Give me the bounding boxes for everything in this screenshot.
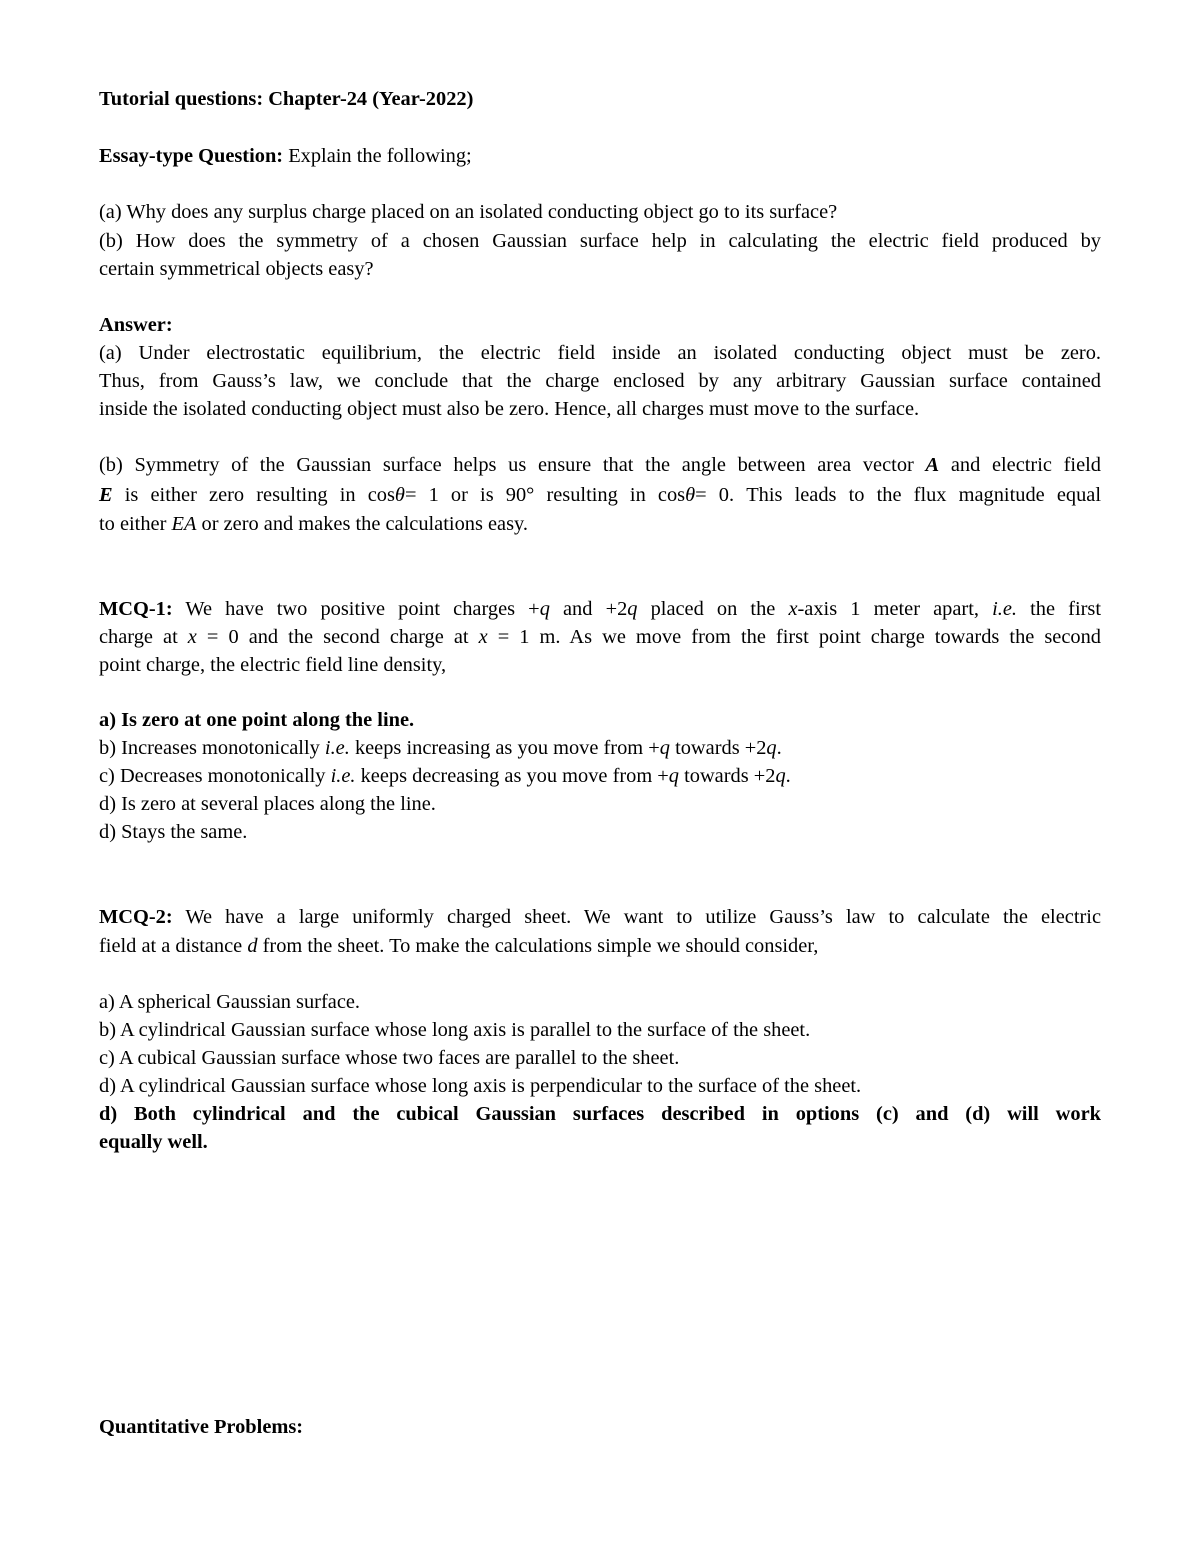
mcq1-label: MCQ-1: xyxy=(99,598,173,620)
mcq2-option-c: c) A cubical Gaussian surface whose two faces are parallel to the sheet. xyxy=(99,1047,680,1069)
mcq1-option-d: d) Is zero at several places along the line. xyxy=(99,793,436,815)
mcq1-option-c: c) Decreases monotonically i.e. keeps decreasing as you move from +q towards +2q. xyxy=(99,765,791,787)
mcq2-label: MCQ-2: xyxy=(99,906,173,928)
essay-question-b-line2: certain symmetrical objects easy? xyxy=(99,258,374,280)
mcq2-question-line1: MCQ-2: We have a large uniformly charged sheet. We want to utilize Gauss’s law to calculate the electric xyxy=(99,906,1101,928)
essay-question-b-line1: (b) How does the symmetry of a chosen Gaussian surface help in calculating the electric field produced by xyxy=(99,230,1101,252)
mcq1-option-b: b) Increases monotonically i.e. keeps increasing as you move from +q towards +2q. xyxy=(99,737,782,759)
mcq1-question-line2: charge at x = 0 and the second charge at x = 1 m. As we move from the first point charge towards the second xyxy=(99,626,1101,648)
answer-b-line3: to either EA or zero and makes the calculations easy. xyxy=(99,513,528,535)
document-title: Tutorial questions: Chapter-24 (Year-2022) xyxy=(99,88,474,110)
essay-label: Essay-type Question: xyxy=(99,145,284,167)
answer-b-line2: E is either zero resulting in cosθ= 1 or is 90° resulting in cosθ= 0. This leads to the flux magnitude equal xyxy=(99,484,1101,506)
mcq1-question-line1: MCQ-1: We have two positive point charges +q and +2q placed on the x-axis 1 meter apart, i.e. the first xyxy=(99,598,1102,620)
quantitative-problems-heading: Quantitative Problems: xyxy=(99,1416,304,1438)
answer-a-line2: Thus, from Gauss’s law, we conclude that the charge enclosed by any arbitrary Gaussian surface contained xyxy=(99,370,1101,392)
mcq2-option-e-answer-line1: d) Both cylindrical and the cubical Gaussian surfaces described in options (c) and (d) will work xyxy=(99,1103,1101,1125)
mcq2-option-a: a) A spherical Gaussian surface. xyxy=(99,991,361,1013)
mcq2-option-d: d) A cylindrical Gaussian surface whose long axis is perpendicular to the surface of the sheet. xyxy=(99,1075,862,1097)
answer-label: Answer: xyxy=(99,314,173,336)
essay-prompt: Explain the following; xyxy=(288,145,472,167)
essay-question-a: (a) Why does any surplus charge placed on an isolated conducting object go to its surface? xyxy=(99,201,838,223)
answer-b-line1: (b) Symmetry of the Gaussian surface helps us ensure that the angle between area vector A and electric field xyxy=(99,454,1102,476)
essay-heading xyxy=(99,142,472,170)
mcq1-question-line3: point charge, the electric field line density, xyxy=(99,654,447,676)
answer-a-line1: (a) Under electrostatic equilibrium, the electric field inside an isolated conducting object must be zero. xyxy=(99,342,1101,364)
mcq2-option-e-answer-line2: equally well. xyxy=(99,1131,208,1153)
mcq1-option-e: d) Stays the same. xyxy=(99,821,248,843)
mcq2-option-b: b) A cylindrical Gaussian surface whose long axis is parallel to the surface of the sheet. xyxy=(99,1019,811,1041)
answer-a-line3: inside the isolated conducting object must also be zero. Hence, all charges must move to the surface. xyxy=(99,398,920,420)
mcq1-option-a-answer: a) Is zero at one point along the line. xyxy=(99,709,415,731)
mcq2-question-line2: field at a distance d from the sheet. To make the calculations simple we should consider, xyxy=(99,935,819,957)
